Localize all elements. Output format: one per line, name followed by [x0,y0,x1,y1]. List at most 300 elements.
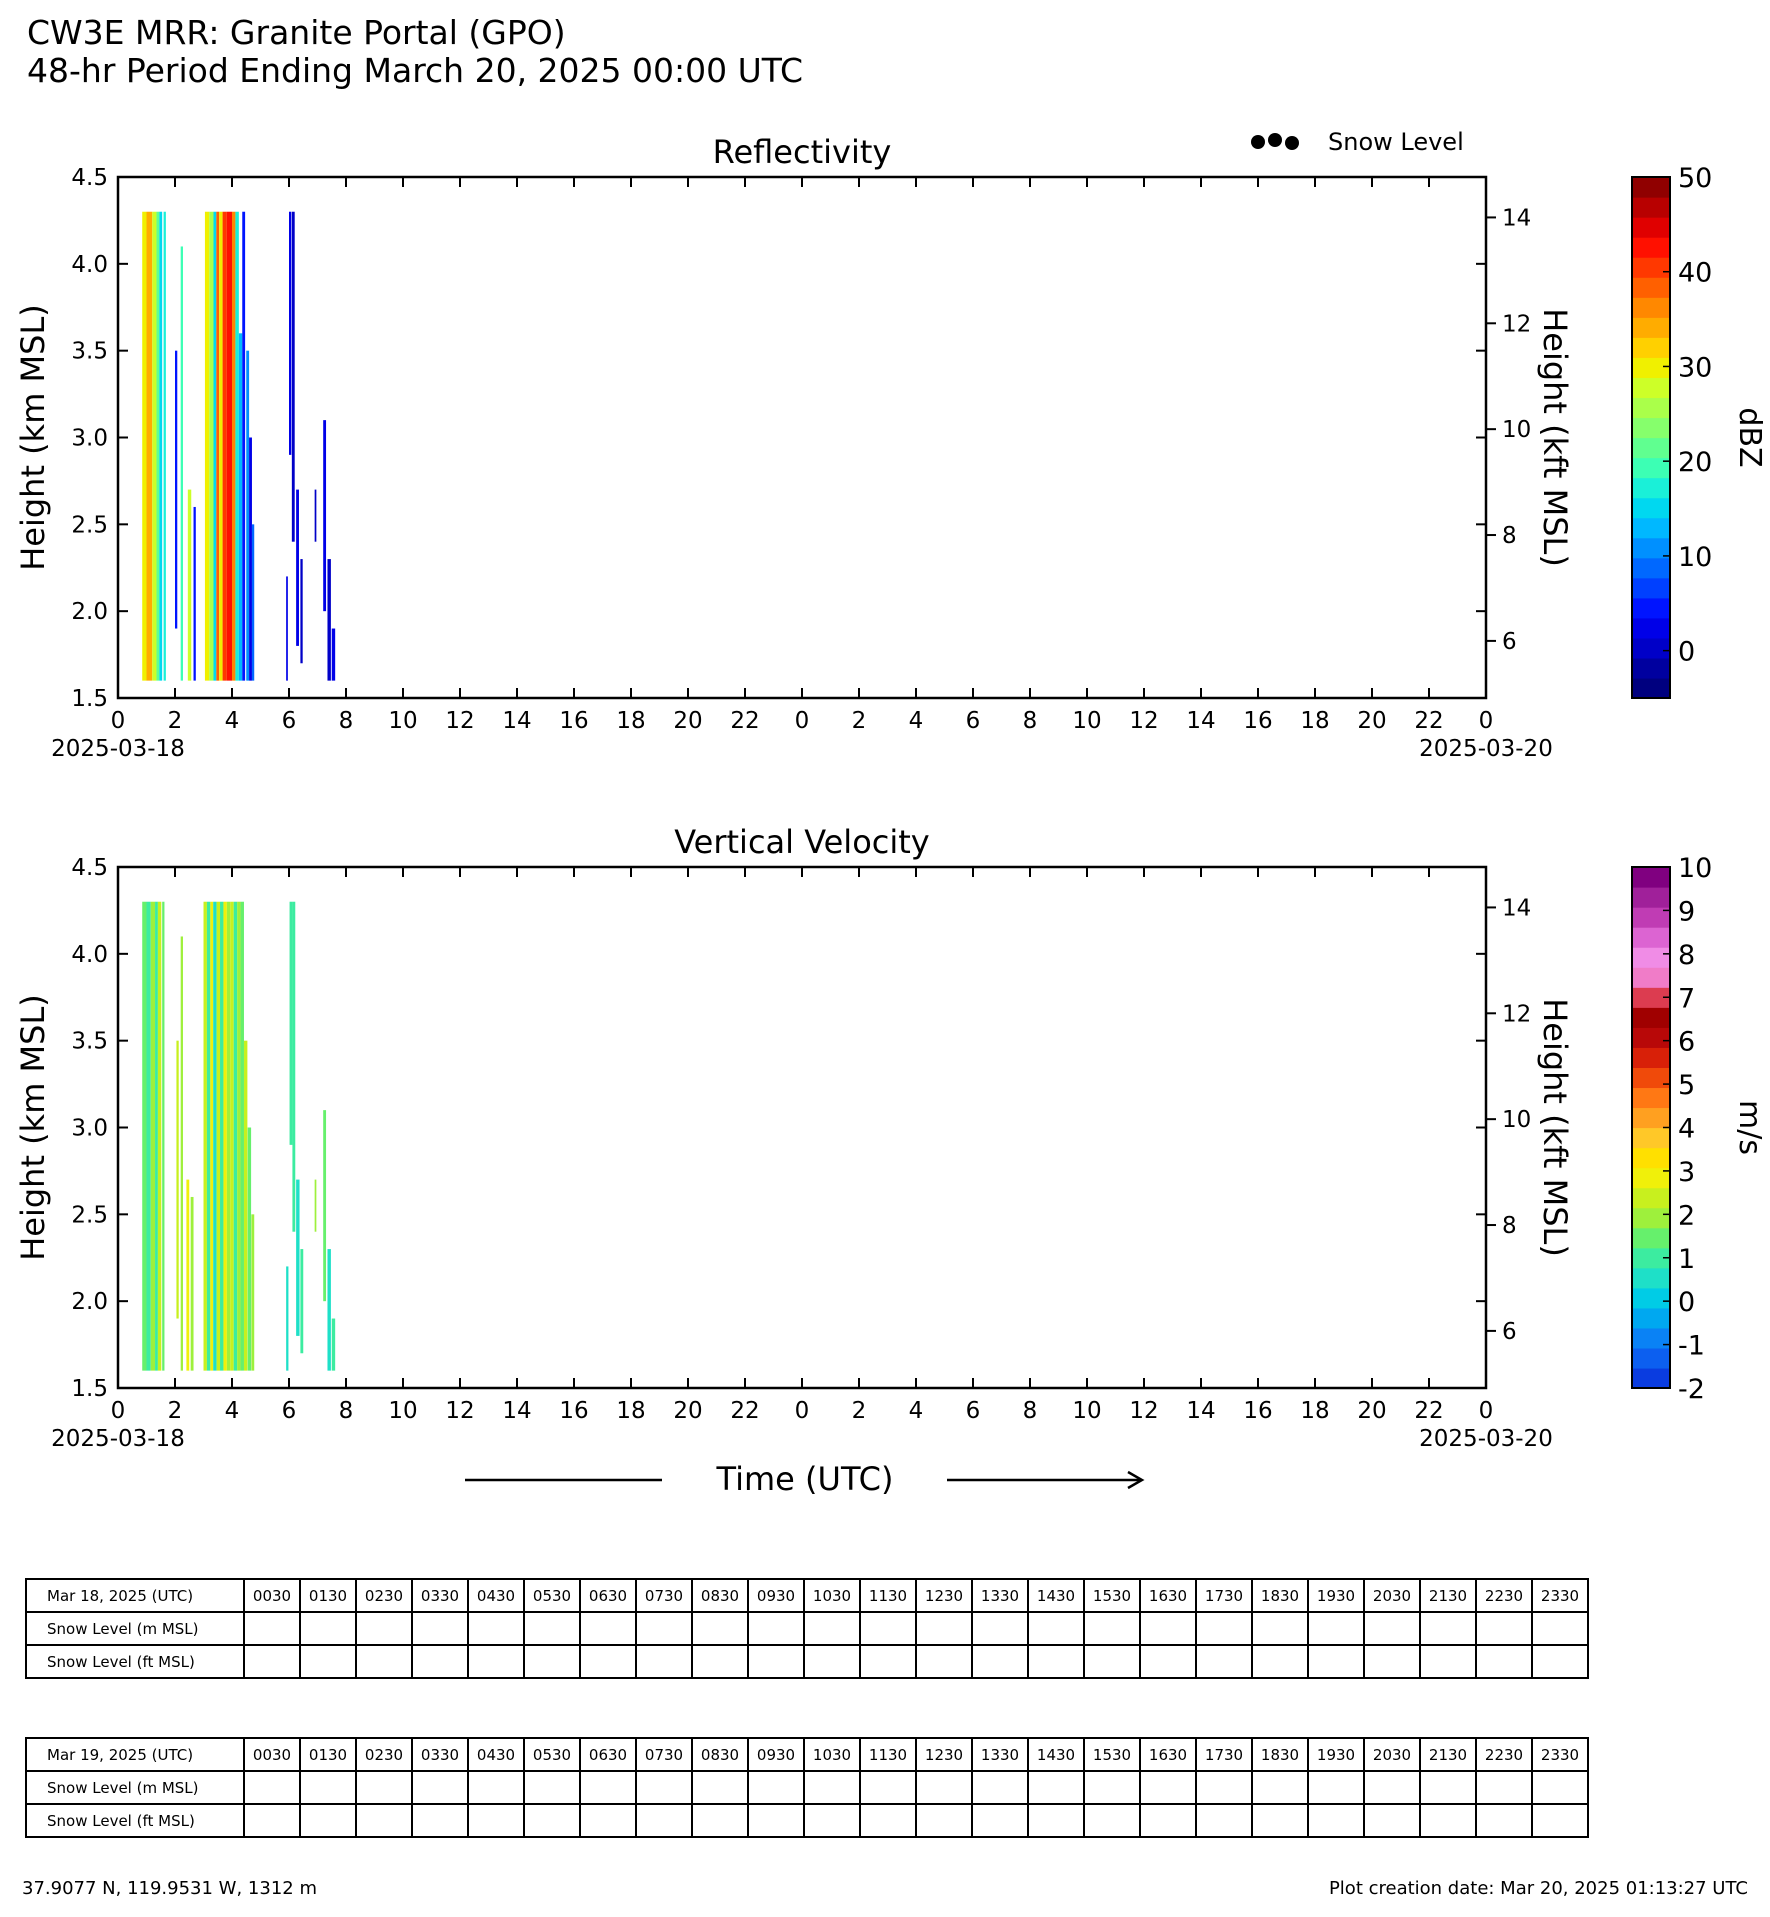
header-row-cell-1: 0130 [300,1738,356,1771]
vertical-velocity-column-9 [191,1197,194,1371]
snow-level-m-row-label: Snow Level (m MSL) [26,1771,244,1804]
reflectivity-column-4 [159,212,162,681]
header-row-cell-21: 2130 [1420,1579,1476,1612]
vertical-velocity-column-3 [155,902,158,1371]
snow-level-ft-row-cell-10 [804,1804,860,1837]
reflectivity-colorbar-segment-4 [1632,598,1670,619]
snow-level-m-row-cell-20 [1364,1771,1420,1804]
vertical-velocity-ytick-label-1: 2.0 [71,1289,108,1316]
reflectivity-xtick-label-2: 4 [224,708,240,734]
snow-level-ft-row-cell-13 [972,1804,1028,1837]
snow-level-m-row-cell-12 [916,1771,972,1804]
vertical-velocity-xtick-label-15: 6 [965,1398,981,1424]
reflectivity-colorbar-segment-13 [1632,417,1670,438]
vertical-velocity-column-20 [237,902,240,1371]
snow-level-ft-row-cell-4 [468,1804,524,1837]
vertical-velocity-column-25 [286,1266,288,1370]
reflectivity-column-14 [219,212,222,681]
snow-level-ft-row-cell-19 [1308,1804,1364,1837]
vertical-velocity-colorbar-segment-12 [1632,1128,1670,1149]
snow-level-ft-row-cell-12 [916,1645,972,1678]
snow-level-m-row-cell-5 [524,1612,580,1645]
reflectivity-column-13 [216,212,219,681]
footer-location: 37.9077 N, 119.9531 W, 1312 m [22,1878,317,1899]
header-row-cell-0: 0030 [244,1579,300,1612]
vertical-velocity-colorbar-tick-label-1: -1 [1678,1330,1705,1362]
snow-level-ft-row-cell-22 [1476,1645,1532,1678]
snow-level-marker-3 [1285,136,1299,150]
reflectivity-column-11 [209,212,213,681]
snow-level-ft-row-cell-14 [1028,1645,1084,1678]
reflectivity-colorbar-segment-25 [1632,177,1670,198]
reflectivity-column-17 [232,212,235,681]
vertical-velocity-ytick-label-6: 4.5 [71,855,108,881]
snow-level-m-row-cell-14 [1028,1771,1084,1804]
snow-level-ft-row-cell-20 [1364,1804,1420,1837]
reflectivity-colorbar-segment-10 [1632,478,1670,499]
reflectivity-xtick-label-1: 2 [167,708,183,734]
header-row-cell-10: 1030 [804,1738,860,1771]
header-row-cell-9: 0930 [748,1738,804,1771]
header-row-cell-16: 1630 [1140,1738,1196,1771]
reflectivity-colorbar-segment-24 [1632,197,1670,218]
snow-level-m-row-cell-9 [748,1771,804,1804]
header-row-label: Mar 19, 2025 (UTC) [26,1738,244,1771]
snow-level-ft-row-cell-11 [860,1804,916,1837]
reflectivity-xtick-label-18: 12 [1129,708,1159,734]
vertical-velocity-column-13 [213,902,216,1371]
header-row-cell-13: 1330 [972,1579,1028,1612]
reflectivity-xtick-label-9: 18 [616,708,646,734]
vertical-velocity-colorbar-segment-17 [1632,1027,1670,1048]
reflectivity-xtick-label-20: 16 [1243,708,1273,734]
snow-level-m-row-cell-22 [1476,1771,1532,1804]
vertical-velocity-column-31 [323,1110,326,1301]
vertical-velocity-colorbar-label: m/s [1732,1100,1767,1155]
vertical-velocity-colorbar-segment-21 [1632,947,1670,968]
snow-level-legend [1251,128,1464,156]
header-row-cell-17: 1730 [1196,1738,1252,1771]
header-row-label: Mar 18, 2025 (UTC) [26,1579,244,1612]
header-row-cell-20: 2030 [1364,1738,1420,1771]
vertical-velocity-colorbar-tick-label-4: 2 [1678,1200,1696,1232]
snow-level-m-row-cell-18 [1252,1771,1308,1804]
vertical-velocity-colorbar-segment-25 [1632,867,1670,888]
snow-level-m-row-cell-23 [1532,1771,1588,1804]
vertical-velocity-colorbar-tick-label-2: 0 [1678,1287,1696,1319]
header-row-cell-20: 2030 [1364,1579,1420,1612]
snow-level-m-row-cell-9 [748,1612,804,1645]
vertical-velocity-ytick-label-3: 3.0 [71,1115,108,1142]
reflectivity-colorbar-segment-3 [1632,618,1670,639]
reflectivity-xtick-label-3: 6 [281,708,297,734]
reflectivity-column-26 [292,212,295,542]
vertical-velocity-colorbar-tick-label-11: 9 [1678,896,1696,928]
reflectivity-column-1 [147,212,153,681]
reflectivity-column-28 [300,559,302,663]
snow-level-m-row [26,1612,1588,1645]
header-row-cell-10: 1030 [804,1579,860,1612]
snow-level-m-row [26,1771,1588,1804]
reflectivity-ytick-label-2: 2.5 [71,512,108,539]
snow-level-ft-row-cell-9 [748,1804,804,1837]
vertical-velocity-colorbar-segment-8 [1632,1208,1670,1229]
reflectivity-ytick-label-4: 3.5 [71,338,108,365]
vertical-velocity-colorbar-segment-2 [1632,1328,1670,1349]
reflectivity-colorbar-segment-0 [1632,678,1670,699]
header-row-cell-3: 0330 [412,1579,468,1612]
snow-level-ft-row-cell-15 [1084,1645,1140,1678]
vertical-velocity-colorbar-segment-22 [1632,927,1670,948]
vertical-velocity-xtick-label-14: 4 [908,1398,924,1424]
header-row-cell-18: 1830 [1252,1579,1308,1612]
vertical-velocity-column-12 [210,902,213,1371]
vertical-velocity-column-4 [158,902,161,1371]
vertical-velocity-xtick-label-24: 0 [1478,1398,1494,1424]
header-row-cell-7: 0730 [636,1738,692,1771]
vertical-velocity-column-7 [181,936,183,1370]
snow-level-m-row-label: Snow Level (m MSL) [26,1612,244,1645]
vertical-velocity-xtick-label-12: 0 [794,1398,810,1424]
vertical-velocity-xtick-label-9: 18 [616,1398,646,1424]
vertical-velocity-colorbar-tick-label-9: 7 [1678,983,1696,1015]
snow-level-ft-row-cell-8 [692,1645,748,1678]
reflectivity-colorbar-label: dBZ [1732,407,1767,468]
vertical-velocity-xtick-label-11: 22 [730,1398,760,1424]
vertical-velocity-xtick-label-7: 14 [502,1398,532,1424]
header-row-cell-17: 1730 [1196,1579,1252,1612]
header-row-cell-6: 0630 [580,1738,636,1771]
reflectivity-xtick-label-8: 16 [559,708,589,734]
snow-level-m-row-cell-7 [636,1612,692,1645]
reflectivity-column-15 [223,212,227,681]
reflectivity-column-27 [296,490,299,646]
reflectivity-colorbar-segment-22 [1632,237,1670,258]
vertical-velocity-colorbar-tick-label-6: 4 [1678,1113,1696,1145]
snow-level-ft-row-cell-0 [244,1645,300,1678]
snow-level-ft-row-cell-16 [1140,1804,1196,1837]
snow-level-m-row-cell-1 [300,1771,356,1804]
snow-level-m-row-cell-12 [916,1612,972,1645]
reflectivity-colorbar-segment-1 [1632,658,1670,679]
snow-level-m-row-cell-3 [412,1612,468,1645]
header-row-cell-4: 0430 [468,1738,524,1771]
reflectivity-ytick-label-3: 3.0 [71,425,108,452]
snow-level-m-row-cell-19 [1308,1612,1364,1645]
snow-level-m-row-cell-5 [524,1771,580,1804]
snow-level-ft-row-cell-5 [524,1804,580,1837]
reflectivity-date-end: 2025-03-20 [1419,736,1553,762]
vertical-velocity-column-23 [248,1128,251,1371]
header-row-cell-6: 0630 [580,1579,636,1612]
reflectivity-ytick-label-5: 4.0 [71,251,108,278]
snow-level-ft-row-cell-2 [356,1645,412,1678]
reflectivity-column-12 [213,212,216,681]
snow-level-m-row-cell-11 [860,1771,916,1804]
vertical-velocity-colorbar-tick-label-8: 6 [1678,1026,1696,1058]
reflectivity-colorbar-segment-17 [1632,337,1670,358]
snow-level-m-row-cell-2 [356,1612,412,1645]
vertical-velocity-xtick-label-8: 16 [559,1398,589,1424]
vertical-velocity-date-end: 2025-03-20 [1419,1426,1553,1452]
vertical-velocity-xtick-label-13: 2 [851,1398,867,1424]
reflectivity-column-0 [142,212,146,681]
reflectivity-colorbar-tick-label-0: 0 [1678,636,1696,668]
snow-level-ft-row-cell-11 [860,1645,916,1678]
header-row-cell-23: 2330 [1532,1738,1588,1771]
reflectivity-colorbar-tick-label-1: 10 [1678,541,1713,573]
reflectivity-column-3 [156,212,159,681]
snow-level-marker-1 [1251,135,1265,149]
vertical-velocity-colorbar-tick-label-3: 1 [1678,1243,1696,1275]
vertical-velocity-ytick-label-4: 3.5 [71,1028,108,1055]
reflectivity-column-23 [252,524,254,680]
vertical-velocity-column-22 [244,1041,247,1371]
header-row-cell-18: 1830 [1252,1738,1308,1771]
header-row-cell-8: 0830 [692,1738,748,1771]
snow-level-ft-row-cell-1 [300,1804,356,1837]
snow-level-m-row-cell-21 [1420,1771,1476,1804]
snow-level-ft-row-cell-16 [1140,1645,1196,1678]
snow-level-ft-row [26,1645,1588,1678]
header-row-cell-22: 2230 [1476,1738,1532,1771]
snow-level-m-row-cell-4 [468,1612,524,1645]
vertical-velocity-column-11 [207,902,210,1371]
reflectivity-column-19 [239,333,242,680]
reflectivity-date-start: 2025-03-18 [51,736,185,762]
vertical-velocity-column-5 [162,902,164,1371]
snow-level-m-row-cell-11 [860,1612,916,1645]
vertical-velocity-colorbar-tick-label-7: 5 [1678,1070,1696,1102]
vertical-velocity-y2label: Height (kft MSL) [1536,998,1574,1257]
reflectivity-colorbar-segment-12 [1632,438,1670,459]
header-row-cell-23: 2330 [1532,1579,1588,1612]
reflectivity-xtick-label-11: 22 [730,708,760,734]
snow-level-m-row-cell-0 [244,1771,300,1804]
reflectivity-column-20 [242,212,245,681]
reflectivity-xtick-label-14: 4 [908,708,924,734]
snow-level-ft-row-cell-2 [356,1804,412,1837]
snow-level-ft-row-cell-3 [412,1804,468,1837]
vertical-velocity-xtick-label-6: 12 [445,1398,475,1424]
header-row-cell-14: 1430 [1028,1738,1084,1771]
vertical-velocity-xtick-label-23: 22 [1414,1398,1444,1424]
vertical-velocity-xtick-label-21: 18 [1300,1398,1330,1424]
reflectivity-xtick-label-10: 20 [673,708,703,734]
vertical-velocity-column-0 [142,902,146,1371]
header-row-cell-0: 0030 [244,1738,300,1771]
reflectivity-colorbar-segment-2 [1632,638,1670,659]
snow-level-m-row-cell-6 [580,1771,636,1804]
vertical-velocity-column-30 [315,1180,317,1232]
vertical-velocity-colorbar-segment-15 [1632,1067,1670,1088]
vertical-velocity-colorbar-segment-5 [1632,1268,1670,1289]
vertical-velocity-title: Vertical Velocity [674,823,930,861]
reflectivity-xtick-label-22: 20 [1357,708,1387,734]
vertical-velocity-xtick-label-2: 4 [224,1398,240,1424]
snow-level-m-row-cell-16 [1140,1612,1196,1645]
reflectivity-ylabel: Height (km MSL) [14,304,52,571]
vertical-velocity-xtick-label-20: 16 [1243,1398,1273,1424]
reflectivity-colorbar-segment-20 [1632,277,1670,298]
reflectivity-xtick-label-21: 18 [1300,708,1330,734]
header-row-cell-2: 0230 [356,1579,412,1612]
header-row-cell-12: 1230 [916,1579,972,1612]
snow-level-ft-row-cell-21 [1420,1804,1476,1837]
snow-level-ft-row-cell-5 [524,1645,580,1678]
reflectivity-colorbar-tick-label-4: 40 [1678,257,1713,289]
snow-level-table-mar18 [25,1578,1589,1679]
vertical-velocity-ytick-label-0: 1.5 [71,1376,108,1402]
snow-level-m-row-cell-10 [804,1612,860,1645]
reflectivity-column-9 [194,507,196,681]
reflectivity-xtick-label-5: 10 [388,708,418,734]
reflectivity-column-5 [164,212,166,681]
header-row-cell-8: 0830 [692,1579,748,1612]
vertical-velocity-xtick-label-3: 6 [281,1398,297,1424]
vertical-velocity-colorbar-segment-13 [1632,1107,1670,1128]
vertical-velocity-xtick-label-5: 10 [388,1398,418,1424]
reflectivity-ytick-label-6: 4.5 [71,165,108,191]
vertical-velocity-xtick-label-0: 0 [110,1398,126,1424]
reflectivity-xtick-label-19: 14 [1186,708,1216,734]
reflectivity-column-8 [188,490,191,681]
snow-level-m-row-cell-20 [1364,1612,1420,1645]
reflectivity-xtick-label-13: 2 [851,708,867,734]
snow-level-ft-row-cell-7 [636,1804,692,1837]
vertical-velocity-xtick-label-10: 20 [673,1398,703,1424]
header-row-cell-3: 0330 [412,1738,468,1771]
snow-level-ft-row-cell-9 [748,1645,804,1678]
reflectivity-xtick-label-24: 0 [1478,708,1494,734]
reflectivity-y2tick-label-2: 10 [1502,417,1532,444]
vertical-velocity-xtick-label-16: 8 [1022,1398,1038,1424]
vertical-velocity-colorbar-tick-label-12: 10 [1678,853,1713,884]
vertical-velocity-colorbar-segment-16 [1632,1047,1670,1068]
reflectivity-column-25 [289,212,291,455]
snow-level-ft-row-cell-13 [972,1645,1028,1678]
reflectivity-colorbar-segment-19 [1632,297,1670,318]
vertical-velocity-colorbar-segment-18 [1632,1007,1670,1028]
reflectivity-column-24 [286,576,288,680]
vertical-velocity-column-29 [300,1249,303,1353]
vertical-velocity-colorbar-segment-9 [1632,1188,1670,1209]
reflectivity-xtick-label-7: 14 [502,708,532,734]
vertical-velocity-y2tick-label-1: 8 [1502,1213,1517,1240]
vertical-velocity-column-24 [251,1214,254,1370]
snow-level-ft-row-cell-22 [1476,1804,1532,1837]
header-row-cell-2: 0230 [356,1738,412,1771]
vertical-velocity-xtick-label-4: 8 [338,1398,354,1424]
vertical-velocity-colorbar-segment-20 [1632,967,1670,988]
snow-level-ft-row-cell-18 [1252,1645,1308,1678]
vertical-velocity-y2tick-label-4: 14 [1502,895,1532,922]
vertical-velocity-column-28 [296,1180,299,1336]
vertical-velocity-colorbar-tick-label-10: 8 [1678,939,1696,971]
snow-level-m-row-cell-15 [1084,1771,1140,1804]
header-row-cell-19: 1930 [1308,1738,1364,1771]
reflectivity-colorbar-segment-23 [1632,217,1670,238]
snow-level-ft-row-cell-20 [1364,1645,1420,1678]
reflectivity-xtick-label-0: 0 [110,708,126,734]
vertical-velocity-colorbar-segment-0 [1632,1368,1670,1389]
vertical-velocity-colorbar-segment-4 [1632,1288,1670,1309]
reflectivity-y2tick-label-4: 14 [1502,205,1532,232]
snow-level-ft-row [26,1804,1588,1837]
reflectivity-column-30 [323,420,326,611]
reflectivity-column-29 [315,490,317,542]
reflectivity-colorbar-segment-5 [1632,578,1670,599]
vertical-velocity-ytick-label-5: 4.0 [71,941,108,968]
snow-level-ft-row-cell-17 [1196,1804,1252,1837]
reflectivity-title: Reflectivity [712,133,892,171]
snow-level-marker-2 [1268,133,1282,147]
reflectivity-y2tick-label-1: 8 [1502,523,1517,550]
vertical-velocity-colorbar-segment-14 [1632,1087,1670,1108]
time-axis-label: Time (UTC) [716,1460,894,1498]
snow-level-m-row-cell-14 [1028,1612,1084,1645]
reflectivity-xtick-label-16: 8 [1022,708,1038,734]
snow-level-ft-row-cell-6 [580,1804,636,1837]
header-row-cell-5: 0530 [524,1738,580,1771]
snow-level-ft-row-cell-1 [300,1645,356,1678]
snow-level-m-row-cell-18 [1252,1612,1308,1645]
reflectivity-colorbar-tick-label-2: 20 [1678,447,1713,479]
header-row-cell-9: 0930 [748,1579,804,1612]
snow-level-m-row-cell-4 [468,1771,524,1804]
snow-level-m-row-cell-10 [804,1771,860,1804]
snow-level-m-row-cell-17 [1196,1612,1252,1645]
reflectivity-colorbar-segment-6 [1632,558,1670,579]
header-row-cell-11: 1130 [860,1579,916,1612]
snow-level-ft-row-cell-15 [1084,1804,1140,1837]
footer-created: Plot creation date: Mar 20, 2025 01:13:27 UTC [1328,1878,1748,1899]
snow-level-m-row-cell-7 [636,1771,692,1804]
header-row-cell-4: 0430 [468,1579,524,1612]
reflectivity-ytick-label-0: 1.5 [71,686,108,712]
reflectivity-column-6 [175,351,177,629]
reflectivity-colorbar-segment-15 [1632,377,1670,398]
reflectivity-xtick-label-15: 6 [965,708,981,734]
vertical-velocity-colorbar-segment-24 [1632,887,1670,908]
vertical-velocity-xtick-label-17: 10 [1072,1398,1102,1424]
header-row-cell-14: 1430 [1028,1579,1084,1612]
vertical-velocity-colorbar-segment-7 [1632,1228,1670,1249]
vertical-velocity-y2tick-label-3: 12 [1502,1001,1532,1028]
vertical-velocity-column-6 [176,1041,178,1319]
vertical-velocity-column-8 [186,1180,189,1371]
reflectivity-xtick-label-4: 8 [338,708,354,734]
snow-level-m-row-cell-19 [1308,1771,1364,1804]
header-row-cell-21: 2130 [1420,1738,1476,1771]
reflectivity-y2tick-label-0: 6 [1502,628,1517,655]
vertical-velocity-colorbar-segment-1 [1632,1348,1670,1369]
reflectivity-y2tick-label-3: 12 [1502,311,1532,338]
reflectivity-ytick-label-1: 2.0 [71,599,108,626]
snow-level-ft-row-cell-21 [1420,1645,1476,1678]
reflectivity-column-31 [327,559,330,681]
header-row-cell-22: 2230 [1476,1579,1532,1612]
vertical-velocity-column-27 [292,902,295,1232]
snow-level-ft-row-cell-7 [636,1645,692,1678]
vertical-velocity-column-16 [223,902,226,1371]
snow-level-table-mar19 [25,1737,1589,1838]
vertical-velocity-column-33 [332,1319,335,1371]
reflectivity-column-18 [235,212,238,681]
snow-level-m-row-cell-3 [412,1771,468,1804]
reflectivity-column-10 [205,212,209,681]
vertical-velocity-column-19 [234,902,237,1371]
